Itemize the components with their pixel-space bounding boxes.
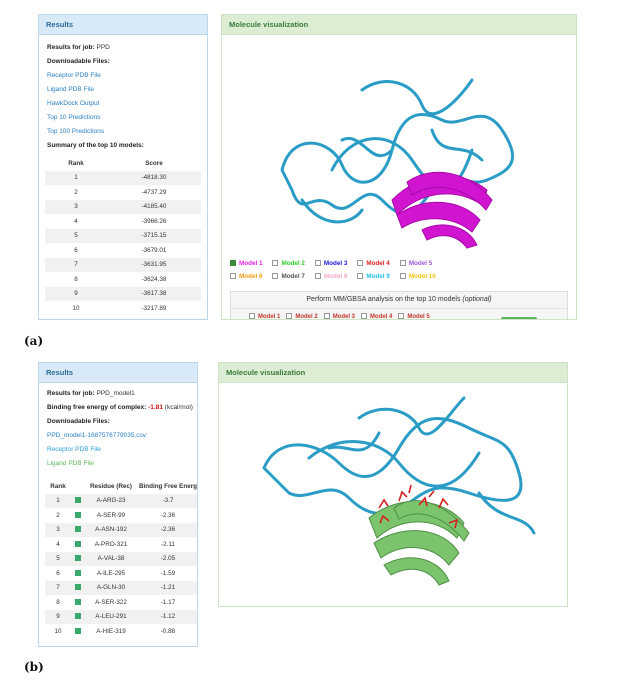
- table-row: [45, 508, 198, 523]
- summary-label: Summary of the top 10 models:: [47, 142, 144, 149]
- job-line-b: Results for job: PPD_model1: [47, 390, 135, 397]
- residue-cell: A-PRO-321: [94, 540, 128, 548]
- energy-value: -1.81: [148, 404, 163, 411]
- results-header-a: Results: [39, 15, 207, 35]
- col-rank-b: Rank: [50, 482, 66, 490]
- mmgbsa-model-option[interactable]: Model 1: [249, 314, 280, 320]
- col-rank: Rank: [68, 159, 84, 167]
- model-toggle[interactable]: [315, 257, 355, 270]
- table-row: [45, 214, 201, 229]
- molecule-viewer-b[interactable]: [249, 393, 539, 603]
- model-label: Model 7: [281, 273, 305, 280]
- model-toggle[interactable]: [400, 270, 444, 283]
- rank-cell: 6: [56, 569, 60, 577]
- mmgbsa-model-option[interactable]: Model 4: [361, 314, 392, 320]
- results-header-b: Results: [39, 363, 197, 383]
- energy-cell: -2.05: [137, 552, 198, 567]
- score-cell: -4818.30: [107, 171, 201, 186]
- rank-cell: 2: [74, 188, 78, 196]
- mmgbsa-box: [230, 291, 568, 320]
- mmgbsa-title: Perform MM/GBSA analysis on the top 10 models (optional): [231, 292, 567, 309]
- mmgbsa-checkbox[interactable]: [361, 313, 367, 319]
- table-row: [45, 243, 201, 258]
- model-toggle[interactable]: [272, 257, 312, 270]
- rank-cell: 1: [45, 494, 71, 509]
- mmgbsa-checkbox[interactable]: [249, 313, 255, 319]
- mmgbsa-checkbox[interactable]: [324, 313, 330, 319]
- rank-cell: 3: [45, 523, 71, 538]
- model-checkbox[interactable]: [400, 273, 406, 279]
- model-checkbox[interactable]: [315, 273, 321, 279]
- viz-header-a: Molecule visualization: [222, 15, 576, 35]
- model-checkbox[interactable]: [357, 260, 363, 266]
- residue-cell: A-LEU-291: [85, 610, 137, 625]
- col-icon-b: [71, 479, 85, 494]
- mmgbsa-checkbox[interactable]: [398, 313, 404, 319]
- ligand-pdb-link-b[interactable]: Ligand PDB File: [47, 460, 94, 467]
- table-row: [45, 595, 198, 610]
- ligand-pdb-link-a[interactable]: Ligand PDB File: [47, 86, 94, 93]
- model-toggle[interactable]: [315, 270, 355, 283]
- residue-table: [45, 479, 198, 639]
- residue-toggle-icon[interactable]: [71, 595, 85, 610]
- energy-cell: -2.36: [137, 523, 198, 538]
- hawkdock-output-link[interactable]: HawkDock Output: [47, 100, 100, 107]
- residue-cell: A-ASN-192: [85, 523, 137, 538]
- table-row: [45, 523, 198, 538]
- rank-cell: 3: [45, 200, 107, 215]
- energy-cell: -1.21: [137, 581, 198, 596]
- top100-predictions-link[interactable]: Top 100 Predictions: [47, 128, 105, 135]
- residue-cell: A-VAL-38: [85, 552, 137, 567]
- model-legend: [230, 257, 570, 283]
- rank-cell: 2: [56, 511, 60, 519]
- rank-cell: 10: [72, 304, 80, 312]
- rank-cell: 4: [74, 217, 78, 225]
- residue-cell: A-SER-322: [95, 598, 127, 606]
- table-row: [45, 171, 201, 186]
- caption-a: (a): [24, 334, 44, 348]
- model-label: Model 2: [281, 260, 305, 267]
- score-cell: -3966.26: [141, 217, 167, 225]
- model-toggle[interactable]: [357, 257, 397, 270]
- results-panel-b: [38, 362, 198, 647]
- model-label: Model 6: [239, 273, 263, 280]
- rank-cell: 9: [45, 287, 107, 302]
- rank-cell: 10: [54, 627, 62, 635]
- residue-toggle-icon[interactable]: [71, 624, 85, 639]
- model-toggle[interactable]: [357, 270, 397, 283]
- rank-cell: 7: [45, 258, 107, 273]
- residue-toggle-icon[interactable]: [71, 581, 85, 596]
- table-row: [45, 287, 201, 302]
- model-checkbox[interactable]: [272, 260, 278, 266]
- model-checkbox[interactable]: [315, 260, 321, 266]
- model-checkbox[interactable]: [230, 273, 236, 279]
- receptor-pdb-link-a[interactable]: Receptor PDB File: [47, 72, 101, 79]
- residue-toggle-icon[interactable]: [71, 508, 85, 523]
- model-label: Model 5: [408, 260, 433, 267]
- score-cell: -3624.38: [141, 275, 167, 283]
- col-residue: Residue (Rec): [90, 482, 132, 490]
- residue-cell: A-GLN-30: [85, 581, 137, 596]
- model-toggle[interactable]: [272, 270, 312, 283]
- table-row: [45, 581, 198, 596]
- model-checkbox[interactable]: [230, 260, 236, 266]
- energy-cell: -1.59: [160, 569, 176, 577]
- score-cell: -4185.40: [107, 200, 201, 215]
- job-value-b: PPD_model1: [96, 390, 135, 397]
- rank-cell: 8: [74, 275, 78, 283]
- residue-toggle-icon[interactable]: [71, 494, 85, 509]
- residue-cell: A-HIE-319: [96, 627, 126, 635]
- score-cell: -3617.38: [107, 287, 201, 302]
- mmgbsa-model-option[interactable]: Model 5: [398, 314, 429, 320]
- score-cell: -3679.01: [141, 246, 167, 254]
- score-cell: -4737.29: [141, 188, 167, 196]
- table-row: [45, 200, 201, 215]
- table-row: [45, 185, 201, 200]
- model-toggle[interactable]: [230, 270, 270, 283]
- job-value-a: PPD: [96, 44, 110, 51]
- table-row: [45, 624, 198, 639]
- molecule-viewer-a[interactable]: [272, 70, 522, 260]
- score-cell: -3217.89: [141, 304, 167, 312]
- residue-toggle-icon[interactable]: [71, 610, 85, 625]
- csv-link[interactable]: PPD_model1-1687576779035.csv: [47, 432, 147, 439]
- score-table: [45, 156, 201, 316]
- table-row: [45, 258, 201, 273]
- table-row: [45, 537, 198, 552]
- viz-header-b: Molecule visualization: [219, 363, 567, 383]
- model-checkbox[interactable]: [357, 273, 363, 279]
- residue-cell: A-ILE-295: [96, 569, 126, 577]
- table-row: [45, 552, 198, 567]
- residue-cell: A-ARG-23: [85, 494, 137, 509]
- rank-cell: 7: [45, 581, 71, 596]
- model-label: Model 1: [239, 260, 263, 267]
- model-checkbox[interactable]: [400, 260, 406, 266]
- downloadable-label-a: Downloadable Files:: [47, 58, 110, 65]
- table-row: [45, 494, 198, 509]
- col-energy: Binding Free Energ: [138, 482, 198, 490]
- energy-cell: -0.88: [160, 627, 176, 635]
- energy-cell: -1.12: [137, 610, 198, 625]
- residue-toggle-icon[interactable]: [71, 566, 85, 581]
- table-row: [45, 272, 201, 287]
- energy-cell: -1.17: [160, 598, 176, 606]
- model-checkbox[interactable]: [272, 273, 278, 279]
- residue-toggle-icon[interactable]: [71, 537, 85, 552]
- rank-cell: 9: [45, 610, 71, 625]
- table-row: [45, 301, 201, 316]
- energy-cell: -3.7: [137, 494, 198, 509]
- viz-panel-b: [218, 362, 568, 607]
- mmgbsa-submit-button[interactable]: [501, 317, 537, 320]
- energy-cell: -2.11: [161, 540, 175, 548]
- receptor-pdb-link-b[interactable]: Receptor PDB File: [47, 446, 101, 453]
- energy-line: Binding free energy of complex: -1.81 (kcal/mol): [47, 404, 193, 411]
- results-panel-a: [38, 14, 208, 320]
- rank-cell: 4: [56, 540, 60, 548]
- caption-b: (b): [24, 660, 44, 674]
- rank-cell: 8: [56, 598, 60, 606]
- rank-cell: 5: [45, 229, 107, 244]
- job-line-a: Results for job: PPD: [47, 44, 110, 51]
- residue-cell: A-SER-99: [96, 511, 126, 519]
- model-toggle[interactable]: [400, 257, 440, 270]
- model-toggle[interactable]: [230, 257, 270, 270]
- energy-cell: -2.36: [160, 511, 176, 519]
- mmgbsa-checkbox[interactable]: [286, 313, 292, 319]
- model-label: Model 9: [366, 273, 390, 280]
- top10-predictions-link[interactable]: Top 10 Predictions: [47, 114, 101, 121]
- model-label: Model 10: [408, 273, 436, 280]
- mmgbsa-model-option[interactable]: Model 3: [324, 314, 355, 320]
- rank-cell: 5: [45, 552, 71, 567]
- rank-cell: 1: [45, 171, 107, 186]
- mmgbsa-model-option[interactable]: Model 2: [286, 314, 317, 320]
- table-row: [45, 229, 201, 244]
- score-cell: -3631.95: [107, 258, 201, 273]
- residue-toggle-icon[interactable]: [71, 552, 85, 567]
- downloadable-label-b: Downloadable Files:: [47, 418, 110, 425]
- rank-cell: 6: [74, 246, 78, 254]
- model-label: Model 4: [366, 260, 390, 267]
- model-label: Model 8: [323, 273, 348, 280]
- residue-toggle-icon[interactable]: [71, 523, 85, 538]
- score-cell: -3715.15: [107, 229, 201, 244]
- table-row: [45, 566, 198, 581]
- col-score: Score: [145, 159, 163, 167]
- model-label: Model 3: [323, 260, 348, 267]
- viz-panel-a: [221, 14, 577, 320]
- table-row: [45, 610, 198, 625]
